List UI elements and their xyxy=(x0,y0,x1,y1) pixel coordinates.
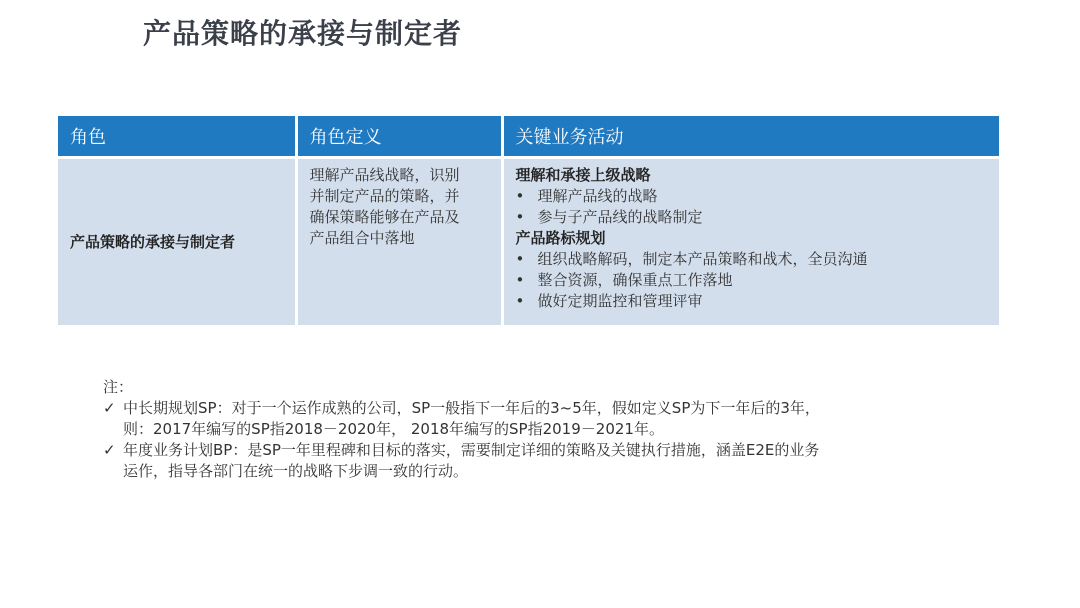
notes-label: 注： xyxy=(103,378,134,396)
activity-list xyxy=(516,186,992,228)
activity-text: 组织战略解码，制定本产品策略和战术，全员沟通 xyxy=(537,250,868,268)
header-role: 角色 xyxy=(58,116,296,158)
bullet-icon: • xyxy=(515,208,525,226)
note-line: 则：2017年编写的SP指2018－2020年， 2018年编写的SP指2019－2021年。 xyxy=(123,420,664,438)
checkmark-icon: ✓ xyxy=(103,441,116,459)
bullet-icon: • xyxy=(515,187,525,205)
header-activities: 关键业务活动 xyxy=(502,116,999,158)
activity-text: 理解产品线的战略 xyxy=(537,187,658,205)
notes-section xyxy=(103,377,963,482)
note-line: 运作，指导各部门在统一的战略下步调一致的行动。 xyxy=(123,462,469,480)
list-item xyxy=(516,291,992,312)
note-line: 中长期规划SP：对于一个运作成熟的公司，SP一般指下一年后的3~5年，假如定义SP为下一年后的3年， xyxy=(123,399,820,417)
bullet-icon: • xyxy=(515,271,525,289)
definition-line: 理解产品线战略，识别 xyxy=(309,166,460,184)
table-row xyxy=(58,158,999,326)
activities-cell xyxy=(502,158,999,326)
definition-cell xyxy=(296,158,502,326)
activity-list xyxy=(516,249,992,312)
bullet-icon: • xyxy=(515,250,525,268)
roles-table xyxy=(58,116,999,325)
definition-line: 确保策略能够在产品及 xyxy=(309,208,460,226)
activity-text: 参与子产品线的战略制定 xyxy=(537,208,703,226)
header-definition: 角色定义 xyxy=(296,116,502,158)
list-item xyxy=(516,186,992,207)
list-item xyxy=(516,207,992,228)
activity-group-title: 理解和承接上级战略 xyxy=(515,166,651,184)
list-item xyxy=(516,270,992,291)
list-item xyxy=(516,249,992,270)
activity-text: 做好定期监控和管理评审 xyxy=(537,292,703,310)
note-item xyxy=(103,440,963,482)
table-header-row xyxy=(58,116,999,158)
note-item xyxy=(103,398,963,440)
checkmark-icon: ✓ xyxy=(103,399,116,417)
activity-text: 整合资源，确保重点工作落地 xyxy=(537,271,733,289)
definition-line: 并制定产品的策略，并 xyxy=(309,187,460,205)
role-cell: 产品策略的承接与制定者 xyxy=(58,158,296,326)
slide-title: 产品策略的承接与制定者 xyxy=(143,17,463,50)
bullet-icon: • xyxy=(515,292,525,310)
note-line: 年度业务计划BP：是SP一年里程碑和目标的落实，需要制定详细的策略及关键执行措施，涵盖E2E的业务 xyxy=(123,441,820,459)
activity-group-title: 产品路标规划 xyxy=(515,229,606,247)
definition-line: 产品组合中落地 xyxy=(309,229,415,247)
